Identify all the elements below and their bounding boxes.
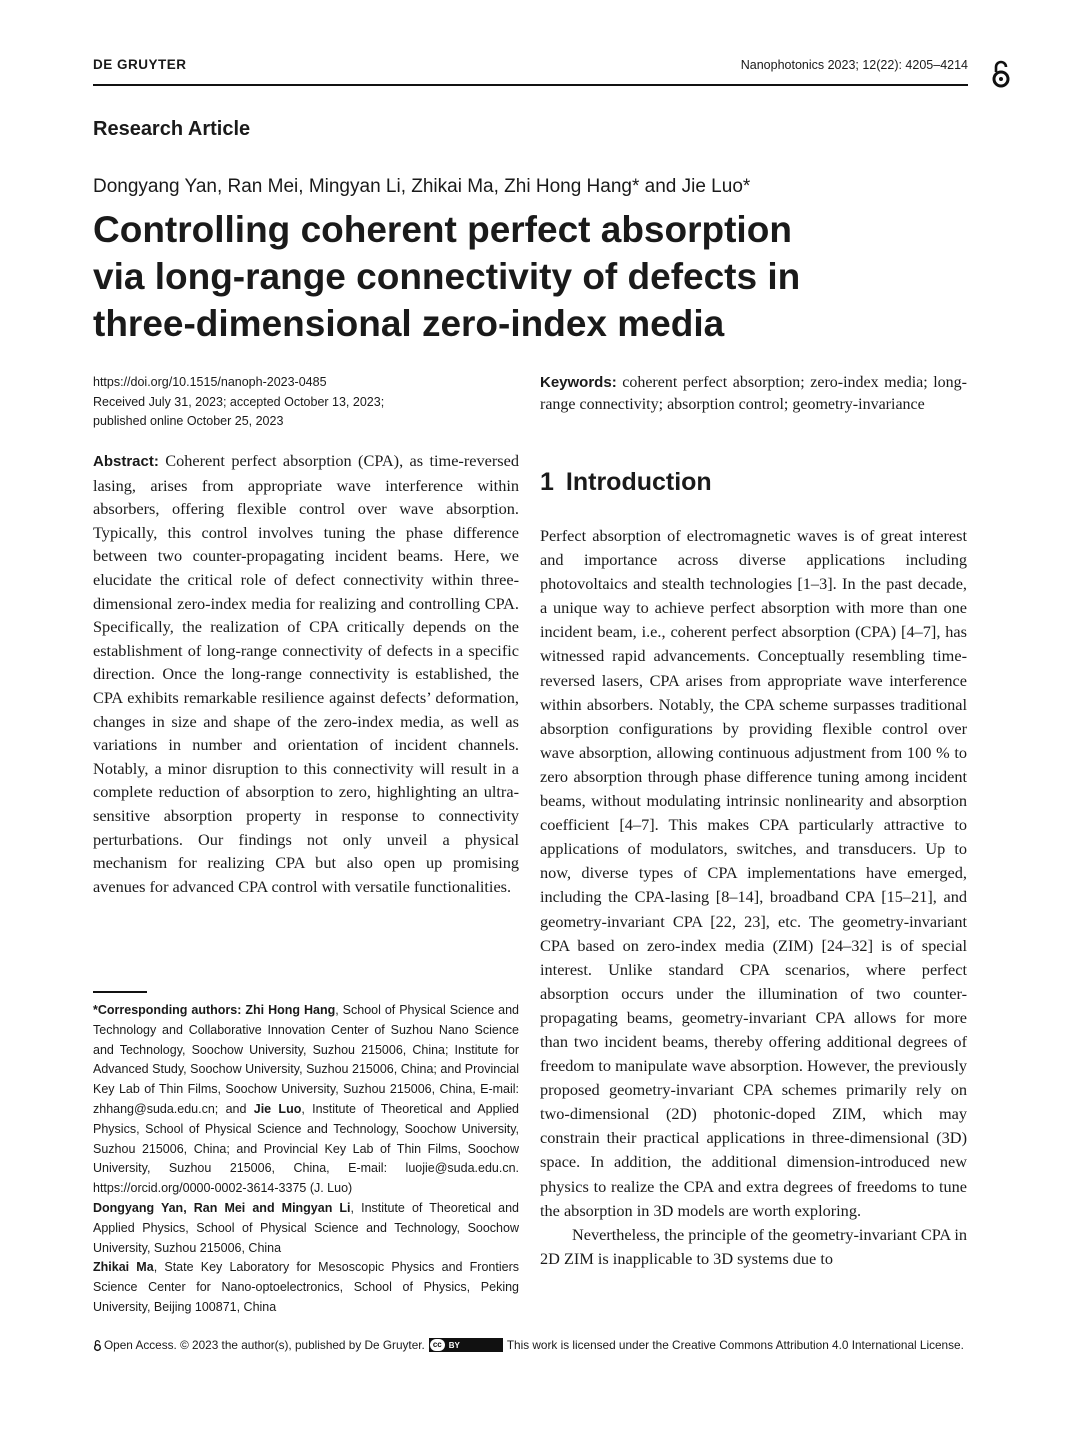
affiliation-text: , Institute of Theoretical and Applied Physics, School of Physical Science and Technology, Soochow University, Suzhou 215006, China (93, 1200, 519, 1255)
affiliation-note (93, 1258, 519, 1317)
cc-by-badge-icon[interactable] (429, 1338, 503, 1352)
cc-badge-by: BY (448, 1340, 460, 1350)
affiliation-text: , Institute of Theoretical and Applied Physics, School of Physical Science and Technology, Soochow University, Suzhou 215006, China; and Provincial Key Lab of Thin Films, Soochow University, Suzhou 215006, China, E-mail: luojie@suda.edu.cn. https://orcid.org/0000-0002-3614-3375 (J. Luo) (93, 1101, 519, 1196)
affiliation-text: , State Key Laboratory for Mesoscopic Physics and Frontiers Science Center for Nano-optoelectronics, School of Physics, Peking University, Beijing 100871, China (93, 1260, 519, 1314)
corresponding-label: *Corresponding authors: (93, 1003, 242, 1017)
license-footer (93, 1338, 964, 1352)
corresponding-name: Jie Luo (253, 1101, 302, 1116)
journal-citation: Nanophotonics 2023; 12(22): 4205–4214 (740, 58, 968, 72)
open-access-icon (93, 1339, 102, 1352)
article-type: Research Article (93, 118, 251, 140)
article-meta (93, 373, 384, 432)
corresponding-authors-note (93, 1001, 519, 1199)
author-names: Dongyang Yan, Ran Mei and Mingyan Li (93, 1200, 351, 1215)
affiliation-text: , School of Physical Science and Technology and Collaborative Innovation Center of Suzhou Nano Science and Technology, Soochow University, Suzhou 215006, China; Institute for Advanced Study, Soochow University, Suzhou 215006, China; and Provincial Key Lab of Thin Films, Soochow University, Suzhou 215006, China, E-mail: zhhang@suda.edu.cn; and (93, 1003, 519, 1116)
section-title: Introduction (565, 468, 712, 496)
abstract-label: Abstract: (93, 453, 159, 470)
introduction-body (540, 524, 967, 1271)
body-paragraph: Nevertheless, the principle of the geometry-invariant CPA in 2D ZIM is inapplicable to 3D systems due to (540, 1224, 967, 1268)
author-names: Zhikai Ma (93, 1260, 154, 1275)
author-list: Dongyang Yan, Ran Mei, Mingyan Li, Zhikai Ma, Zhi Hong Hang* and Jie Luo* (93, 176, 751, 197)
keywords (540, 372, 967, 415)
footnote-rule (93, 991, 147, 993)
publisher-name: DE GRUYTER (93, 57, 187, 72)
section-number: 1 (540, 468, 554, 496)
header-rule (93, 84, 968, 86)
cc-badge-cc: cc (430, 1339, 445, 1351)
keywords-text: coherent perfect absorption; zero-index media; long-range connectivity; absorption control; geometry-invariance (540, 374, 968, 413)
footnotes (93, 1001, 519, 1318)
open-access-statement: Open Access. © 2023 the author(s), published by De Gruyter. (104, 1338, 425, 1352)
received-date: Received July 31, 2023; accepted October 13, 2023; (93, 394, 385, 409)
section-heading-introduction (540, 468, 712, 497)
doi-link[interactable]: https://doi.org/10.1515/nanoph-2023-0485 (93, 375, 327, 389)
abstract (93, 449, 519, 898)
abstract-text: Coherent perfect absorption (CPA), as time-reversed lasing, arises from appropriate wave interference within absorbers, offering flexible control over wave absorption. Typically, this control involves tuning the phase difference between two counter-propagating incident beams. Here, we elucidate the critical role of defect connectivity within three-dimensional zero-index media for realizing and controlling CPA. Specifically, the realization of CPA critically depends on the establishment of long-range connectivity of defects in a specific direction. Once the long-range connectivity is established, the CPA exhibits remarkable resilience against defects’ deformation, changes in size and shape of the zero-index media, as well as variations in number and orientation of incident channels. Notably, a minor disruption to this connectivity will result in a complete reduction of absorption to zero, highlighting an ultra-sensitive absorption property in response to connectivity perturbations. Our findings not only unveil a physical mechanism for realizing CPA but also open up promising avenues for advanced CPA control with versatile functionalities. (93, 451, 519, 896)
corresponding-name: Zhi Hong Hang (245, 1003, 336, 1017)
body-paragraph: Perfect absorption of electromagnetic waves is of great interest and importance across diverse applications including photovoltaics and stealth technologies [1–3]. In the past decade, a unique way to achieve perfect absorption with more than one incident beam, i.e., coherent perfect absorption (CPA) [4–7], has witnessed rapid advancements. Conceptually resembling time-reversed lasers, CPA arises from appropriate wave interference within absorbers. Notably, the CPA scheme surpasses traditional absorption configurations by providing flexible control over wave absorption, allowing continuous adjustment from 100 % to zero absorption through phase difference tuning among incident beams, without modulating intrinsic nonlinearity and absorption coefficient [4–7]. This makes CPA particularly attractive to applications of modulators, switches, and transducers. Up to now, diverse types of CPA implementations have emerged, including the CPA-lasing [8–14], broadband CPA [15–21], and geometry-invariant CPA [22, 23], etc. The geometry-invariant CPA based on zero-index media (ZIM) [24–32] is of special interest. Unlike standard CPA scenarios, where perfect absorption occurs under the illumination of two counter-propagating beams, geometry-invariant CPA allows for more than two incident beams, thereby offering additional degrees of freedom to manipulate wave absorption. However, the previously proposed geometry-invariant CPA schemes primarily rely on two-dimensional (2D) photonic-doped ZIM, which may constrain their practical applications in three-dimensional (3D) space. In addition, the additional dimension-introduced new physics to realize the CPA and extra degrees of freedoms to tune the absorption in 3D models are worth exploring. (540, 526, 967, 1220)
open-access-icon (990, 58, 1012, 90)
article-title: Controlling coherent perfect absorption via long-range connectivity of defects in three-dimensional zero-index media (93, 209, 801, 344)
affiliation-note (93, 1199, 519, 1258)
published-date: published online October 25, 2023 (93, 414, 284, 428)
keywords-label: Keywords: (540, 374, 617, 391)
license-text: This work is licensed under the Creative Commons Attribution 4.0 International License. (506, 1338, 964, 1352)
